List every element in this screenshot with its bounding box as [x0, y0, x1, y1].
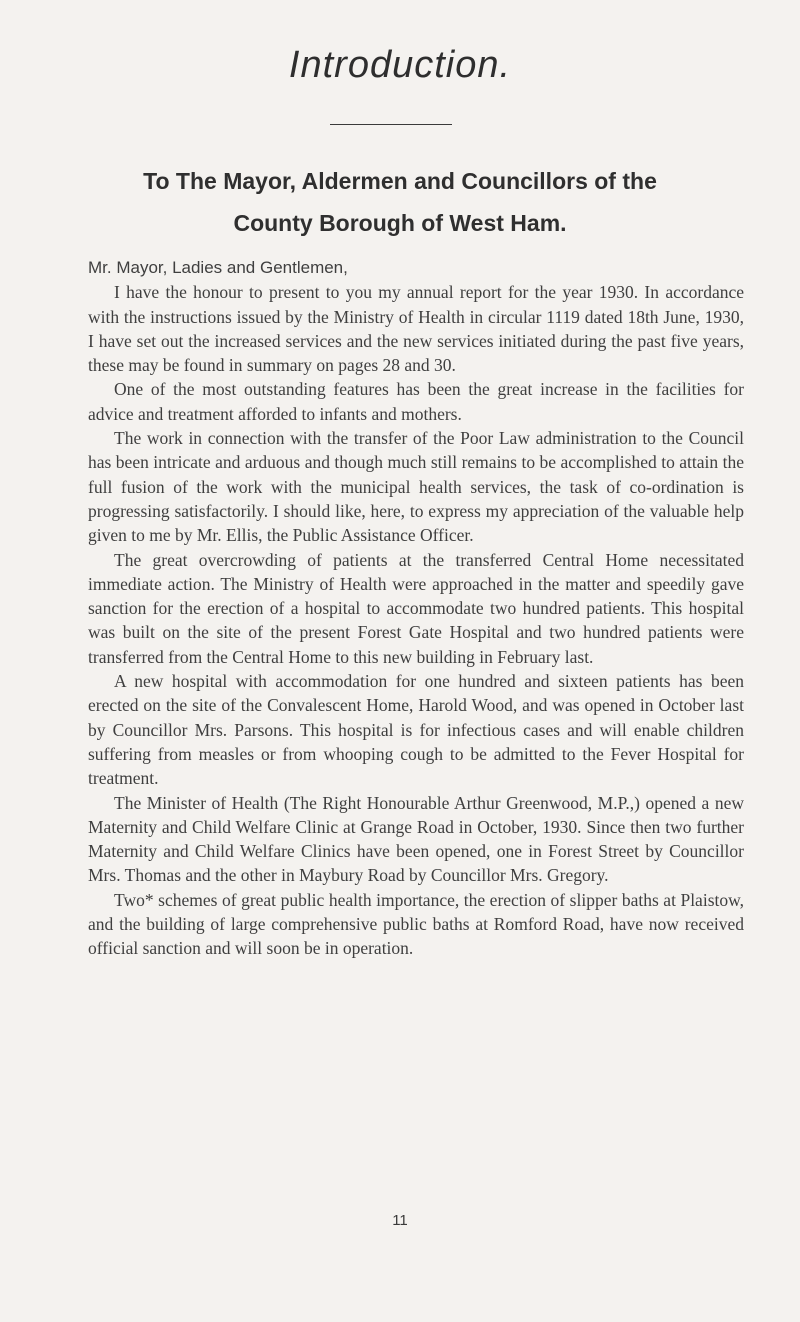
letter-body: [88, 256, 744, 961]
paragraph: The Minister of Health (The Right Honourable Arthur Greenwood, M.P.,) opened a new Maternity and Child Welfare Clinic at Grange Road in October, 1930. Since then two further Maternity and Child Welfare Clinics have been opened, one in Forest Street by Councillor Mrs. Thomas and the other in Maybury Road by Councillor Mrs. Gregory.: [88, 792, 744, 886]
paragraph: A new hospital with accommodation for one hundred and sixteen patients has been erected on the site of the Convalescent Home, Harold Wood, and was opened in October last by Councillor Mrs. Parsons. This hospital is for infectious cases and will enable children suffering from measles or from whooping cough to be admitted to the Fever Hospital for treatment.: [88, 671, 744, 789]
paragraph: The work in connection with the transfer of the Poor Law administration to the Council has been intricate and arduous and though much still remains to be accomplished to attain the full fusion of the work with the municipal health services, the task of co-ordination is progressing satisfactorily. I should like, here, to express my appreciation of the valuable help given to me by Mr. Ellis, the Public Assistance Officer.: [88, 428, 744, 546]
paragraph: One of the most outstanding features has been the great increase in the facilities for advice and treatment afforded to infants and mothers.: [88, 379, 744, 424]
page-number: 11: [392, 1212, 408, 1229]
paragraph: Two* schemes of great public health importance, the erection of slipper baths at Plaistow, and the building of large comprehensive public baths at Romford Road, have now received official sanction and will soon be in operation.: [88, 889, 744, 959]
address-line-2: County Borough of West Ham.: [233, 210, 567, 236]
paragraph: I have the honour to present to you my annual report for the year 1930. In accordance with the instructions issued by the Ministry of Health in circular 1119 dated 18th June, 1930, I have set out the increased services and the new services initiated during the past five years, these may be found in summary on pages 28 and 30.: [88, 282, 744, 376]
address-line-1: To The Mayor, Aldermen and Councillors of the: [143, 168, 657, 194]
page-heading: Introduction.: [288, 44, 512, 86]
salutation: Mr. Mayor, Ladies and Gentlemen,: [88, 258, 348, 277]
heading-divider: [330, 124, 452, 125]
address-line: [60, 160, 740, 244]
paragraph: The great overcrowding of patients at the transferred Central Home necessitated immediate action. The Ministry of Health were approached in the matter and speedily gave sanction for the erection of a hospital to accommodate two hundred patients. This hospital was built on the site of the present Forest Gate Hospital and two hundred patients were transferred from the Central Home to this new building in February last.: [88, 549, 744, 667]
